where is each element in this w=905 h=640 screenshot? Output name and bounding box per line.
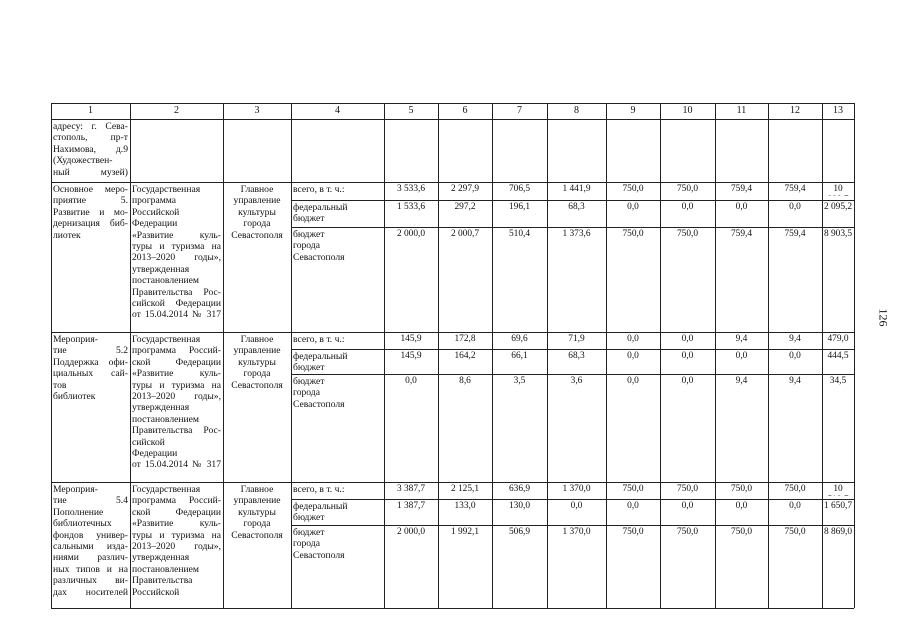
event-cell xyxy=(53,484,128,607)
event-cell-line: Поддержка офи- xyxy=(53,356,128,368)
program-cell-line: Российской xyxy=(132,206,180,218)
funding-source-cell xyxy=(293,229,382,331)
executor-cell-line: Севастополя xyxy=(231,379,283,391)
subrow-rule xyxy=(291,525,854,526)
program-cell-line: Правительства xyxy=(132,575,193,587)
amount-cell: 1 650,7 xyxy=(823,501,853,511)
program-cell-line: Правительства Рос- xyxy=(132,286,221,298)
column-rule xyxy=(291,103,292,608)
funding-source-cell-line: города xyxy=(293,240,320,252)
event-cell-line: библиотечных xyxy=(53,518,112,530)
event-cell-line: библиотек xyxy=(53,391,96,403)
event-cell-line: дах носителей xyxy=(53,586,128,598)
amount-cell: 759,4 xyxy=(730,184,753,194)
address-cell-line: (Художествен- xyxy=(53,155,113,167)
row-rule xyxy=(51,182,854,183)
row-rule xyxy=(51,119,854,120)
event-cell-line: Развитие и мо- xyxy=(53,206,128,218)
amount-cell: 750,0 xyxy=(676,184,699,194)
program-cell xyxy=(132,484,221,607)
executor-cell-line: культуры xyxy=(238,356,276,368)
program-cell-line: Федерации xyxy=(132,448,178,460)
program-cell-line: Федерации xyxy=(132,218,178,230)
amount-cell: 759,4 xyxy=(784,229,806,239)
program-cell-line: Государственная xyxy=(132,334,201,345)
program-cell-line: туры и туризма на xyxy=(132,379,221,391)
event-cell xyxy=(53,334,128,481)
program-cell-line: утвержденная xyxy=(132,552,190,564)
amount-cell: 0,0 xyxy=(681,334,694,344)
executor-cell-line: Главное xyxy=(240,334,274,345)
amount-cell: 1 373,6 xyxy=(562,229,591,239)
amount-cell: 1 533,6 xyxy=(396,202,426,212)
executor-cell-line: управление xyxy=(233,195,281,207)
amount-cell: 130,0 xyxy=(508,501,531,511)
executor-cell-line: города xyxy=(243,218,271,230)
program-cell-line: Государственная xyxy=(132,484,201,495)
amount-cell: 0,0 xyxy=(735,501,748,511)
amount-cell: 636,9 xyxy=(508,484,531,494)
funding-source-cell-line: всего, в т. ч.: xyxy=(293,184,345,195)
funding-source-cell-line: федеральный xyxy=(293,202,348,213)
amount-cell: 66,1 xyxy=(511,351,528,361)
funding-source-cell xyxy=(293,202,382,226)
amount-cell: 3 533,6 xyxy=(396,184,426,194)
program-cell-line: от 15.04.2014 № 317 xyxy=(132,309,221,321)
executor-cell-line: Главное xyxy=(240,484,274,495)
amount-cell: 0,0 xyxy=(570,501,583,511)
amount-cell: 479,0 xyxy=(827,334,849,344)
program-cell-line: утвержденная xyxy=(132,402,190,414)
amount-cell: 0,0 xyxy=(627,351,639,361)
amount-cell: 750,0 xyxy=(784,484,806,494)
column-header-6: 6 xyxy=(462,105,468,116)
amount-cell: 8 869,0 xyxy=(823,527,853,537)
subrow-rule xyxy=(291,374,854,375)
amount-cell: 750,0 xyxy=(676,527,699,537)
amount-cell: 0,0 xyxy=(681,501,694,511)
amount-cell: 0,0 xyxy=(681,202,694,212)
amount-cell: 750,0 xyxy=(622,527,644,537)
amount-cell: 0,0 xyxy=(789,202,801,212)
amount-cell: 0,0 xyxy=(735,351,748,361)
executor-cell-line: Севастополя xyxy=(231,529,283,541)
program-cell-line: Государственная xyxy=(132,184,201,195)
column-header-12: 12 xyxy=(790,105,800,116)
funding-source-cell-line: федеральный xyxy=(293,351,348,362)
amount-cell: 750,0 xyxy=(730,527,753,537)
event-cell-line: Мероприя- xyxy=(53,484,98,495)
executor-cell-line: культуры xyxy=(238,206,276,218)
amount-cell: 71,9 xyxy=(568,334,585,344)
column-rule xyxy=(854,103,855,608)
column-header-2: 2 xyxy=(174,105,179,116)
amount-cell: 1 441,9 xyxy=(562,184,591,194)
funding-source-cell xyxy=(293,376,382,481)
amount-cell: 1 370,0 xyxy=(562,484,591,494)
address-cell xyxy=(53,121,128,183)
program-cell xyxy=(132,334,221,481)
column-header-13: 13 xyxy=(833,105,843,116)
column-header-7: 7 xyxy=(517,105,522,116)
amount-cell: 0,0 xyxy=(789,501,801,511)
executor-cell xyxy=(225,484,289,607)
amount-cell: 145,9 xyxy=(400,334,422,344)
address-cell-line: Нахимова, д.9 xyxy=(53,143,128,155)
amount-cell: 3 387,7 xyxy=(396,484,426,494)
executor-cell-line: города xyxy=(243,518,271,530)
event-cell-line: приятие 5. xyxy=(53,195,128,207)
funding-source-cell xyxy=(293,334,382,348)
program-cell-line: «Развитие куль- xyxy=(132,518,221,530)
amount-cell: 145,9 xyxy=(400,351,422,361)
funding-source-cell xyxy=(293,351,382,373)
amount-cell: 297,2 xyxy=(454,202,476,212)
amount-cell: 0,0 xyxy=(789,351,801,361)
row-rule xyxy=(51,482,854,483)
amount-cell: 9,4 xyxy=(735,334,748,344)
executor-cell xyxy=(225,184,289,331)
amount-cell: 0,0 xyxy=(627,376,639,386)
amount-cell: 133,0 xyxy=(454,501,476,511)
executor-cell-line: города xyxy=(243,368,271,380)
event-cell-line: циальных сай- xyxy=(53,368,128,380)
program-cell-line: туры и туризма на xyxy=(132,241,221,253)
amount-cell: 2 297,9 xyxy=(450,184,480,194)
amount-cell: 164,2 xyxy=(454,351,476,361)
amount-cell: 0,0 xyxy=(627,202,639,212)
event-cell-line: тие 5.4 xyxy=(53,495,128,507)
amount-cell: 750,0 xyxy=(676,484,699,494)
funding-source-cell-line: города xyxy=(293,538,320,550)
program-cell-line: программа Россий- xyxy=(132,345,221,357)
amount-cell: 0,0 xyxy=(681,376,694,386)
amount-cell: 2 000,0 xyxy=(396,527,426,537)
subrow-rule xyxy=(291,499,854,500)
amount-cell: 0,0 xyxy=(405,376,417,386)
amount-cell: 750,0 xyxy=(676,229,699,239)
funding-source-cell xyxy=(293,484,382,498)
amount-cell: 10 xyxy=(833,484,843,494)
program-cell xyxy=(132,184,221,331)
funding-source-cell-line: Севастополя xyxy=(293,251,345,263)
program-cell-line: сийской Федерации xyxy=(132,298,221,310)
column-header-4: 4 xyxy=(335,105,340,116)
funding-source-cell-line: города xyxy=(293,387,320,399)
program-cell-line: ской Федерации xyxy=(132,356,221,368)
address-cell-line: стополь, пр-т xyxy=(53,132,128,144)
amount-cell: 8 903,5 xyxy=(823,229,853,239)
amount-cell: 750,0 xyxy=(622,229,644,239)
funding-source-cell xyxy=(293,184,382,199)
amount-cell: 196,1 xyxy=(508,202,531,212)
event-cell-line: Пополнение xyxy=(53,506,104,518)
address-cell-line: ный музей) xyxy=(53,166,128,178)
page-number: 126 xyxy=(876,308,891,327)
funding-source-cell-line: всего, в т. ч.: xyxy=(293,484,345,495)
column-header-8: 8 xyxy=(574,105,579,116)
column-header-3: 3 xyxy=(254,105,260,116)
event-cell-line: различных ви- xyxy=(53,575,128,587)
amount-cell: 9,4 xyxy=(735,376,748,386)
amount-cell: 750,0 xyxy=(730,484,753,494)
amount-cell: 750,0 xyxy=(784,527,806,537)
amount-cell: 68,3 xyxy=(568,202,585,212)
program-cell-line: утвержденная xyxy=(132,263,190,275)
event-cell-line: Мероприя- xyxy=(53,334,98,345)
funding-source-cell-line: бюджет xyxy=(293,512,325,524)
program-cell-line: сийской xyxy=(132,436,165,448)
amount-cell: 1 992,1 xyxy=(450,527,480,537)
amount-cell: 0,0 xyxy=(681,351,694,361)
column-rule xyxy=(130,103,131,608)
amount-cell: 0,0 xyxy=(627,501,639,511)
amount-cell: 9,4 xyxy=(789,334,801,344)
funding-source-cell-line: Севастополя xyxy=(293,549,345,561)
amount-cell: 510,4 xyxy=(508,229,531,239)
event-cell-line: тие 5.2 xyxy=(53,345,128,357)
amount-cell: 2 000,7 xyxy=(450,229,480,239)
address-cell-line: адресу: г. Сева- xyxy=(53,121,128,132)
executor-cell-line: Главное xyxy=(240,184,274,195)
program-cell-line: программа Россий- xyxy=(132,495,221,507)
amount-cell: 750,0 xyxy=(622,184,644,194)
column-header-1: 1 xyxy=(88,105,93,116)
program-cell-line: Правительства Рос- xyxy=(132,425,221,437)
executor-cell-line: Севастополя xyxy=(231,229,283,241)
event-cell-line: Основное меро- xyxy=(53,184,128,195)
program-cell-line: 2013–2020 годы», xyxy=(132,541,221,553)
subrow-rule xyxy=(291,200,854,201)
program-cell-line: от 15.04.2014 № 317 xyxy=(132,459,221,471)
amount-cell: 0,0 xyxy=(627,334,639,344)
subrow-rule xyxy=(291,227,854,228)
amount-cell: 759,4 xyxy=(784,184,806,194)
amount-cell: 759,4 xyxy=(730,229,753,239)
funding-source-cell-line: бюджет xyxy=(293,527,325,538)
program-cell-line: туры и туризма на xyxy=(132,529,221,541)
event-cell-line: лиотек xyxy=(53,229,81,241)
event-cell-line: сальными изда- xyxy=(53,541,128,553)
funding-source-cell-line: бюджет xyxy=(293,362,325,373)
program-cell-line: «Развитие куль- xyxy=(132,229,221,241)
amount-cell: 8,6 xyxy=(459,376,471,386)
amount-cell: 10 xyxy=(833,184,843,194)
event-cell xyxy=(53,184,128,331)
amount-cell: 750,0 xyxy=(622,484,644,494)
amount-cell: 68,3 xyxy=(568,351,585,361)
amount-cell: 506,9 xyxy=(508,527,531,537)
amount-cell: 706,5 xyxy=(508,184,531,194)
column-header-5: 5 xyxy=(408,105,414,116)
event-cell-line: фондов универ- xyxy=(53,529,128,541)
event-cell-line: дернизация биб- xyxy=(53,218,128,230)
executor-cell xyxy=(225,334,289,481)
amount-cell: 1 387,7 xyxy=(396,501,426,511)
program-cell-line: Российской xyxy=(132,586,180,598)
funding-source-cell-line: бюджет xyxy=(293,213,325,225)
row-rule xyxy=(51,332,854,333)
program-cell-line: постановлением xyxy=(132,563,199,575)
amount-cell: 0,0 xyxy=(735,202,748,212)
amount-cell: 2 095,2 xyxy=(823,202,853,212)
column-header-9: 9 xyxy=(630,105,636,116)
funding-source-cell-line: всего, в т. ч.: xyxy=(293,334,345,345)
funding-source-cell-line: бюджет xyxy=(293,376,325,387)
budget-table xyxy=(51,103,854,608)
program-cell-line: «Развитие куль- xyxy=(132,368,221,380)
amount-cell: 69,6 xyxy=(511,334,528,344)
funding-source-cell-line: бюджет xyxy=(293,229,325,240)
amount-cell: 34,5 xyxy=(829,376,847,386)
program-cell-line: 2013–2020 годы», xyxy=(132,252,221,264)
row-rule xyxy=(51,608,854,609)
event-cell-line: тов xyxy=(53,379,67,391)
amount-cell: 172,8 xyxy=(454,334,476,344)
subrow-rule xyxy=(291,349,854,350)
funding-source-cell xyxy=(293,527,382,607)
program-cell-line: ской Федерации xyxy=(132,506,221,518)
executor-cell-line: управление xyxy=(233,345,281,357)
amount-cell: 3,6 xyxy=(570,376,583,386)
column-rule xyxy=(51,103,52,608)
program-cell-line: программа xyxy=(132,195,177,207)
amount-cell: 2 000,0 xyxy=(396,229,426,239)
funding-source-cell xyxy=(293,501,382,524)
amount-cell: 3,5 xyxy=(513,376,526,386)
amount-cell: 444,5 xyxy=(827,351,849,361)
column-header-10: 10 xyxy=(682,105,693,116)
program-cell-line: постановлением xyxy=(132,413,199,425)
amount-cell: 2 125,1 xyxy=(450,484,480,494)
column-header-11: 11 xyxy=(736,105,747,116)
funding-source-cell-line: федеральный xyxy=(293,501,348,512)
executor-cell-line: управление xyxy=(233,495,281,507)
program-cell-line: 2013–2020 годы», xyxy=(132,391,221,403)
column-rule xyxy=(223,103,224,608)
executor-cell-line: культуры xyxy=(238,506,276,518)
event-cell-line: ниями различ- xyxy=(53,552,128,564)
event-cell-line: ных типов и на xyxy=(53,563,128,575)
amount-cell: 1 370,0 xyxy=(562,527,591,537)
program-cell-line: постановлением xyxy=(132,275,199,287)
funding-source-cell-line: Севастополя xyxy=(293,398,345,410)
amount-cell: 9,4 xyxy=(789,376,801,386)
